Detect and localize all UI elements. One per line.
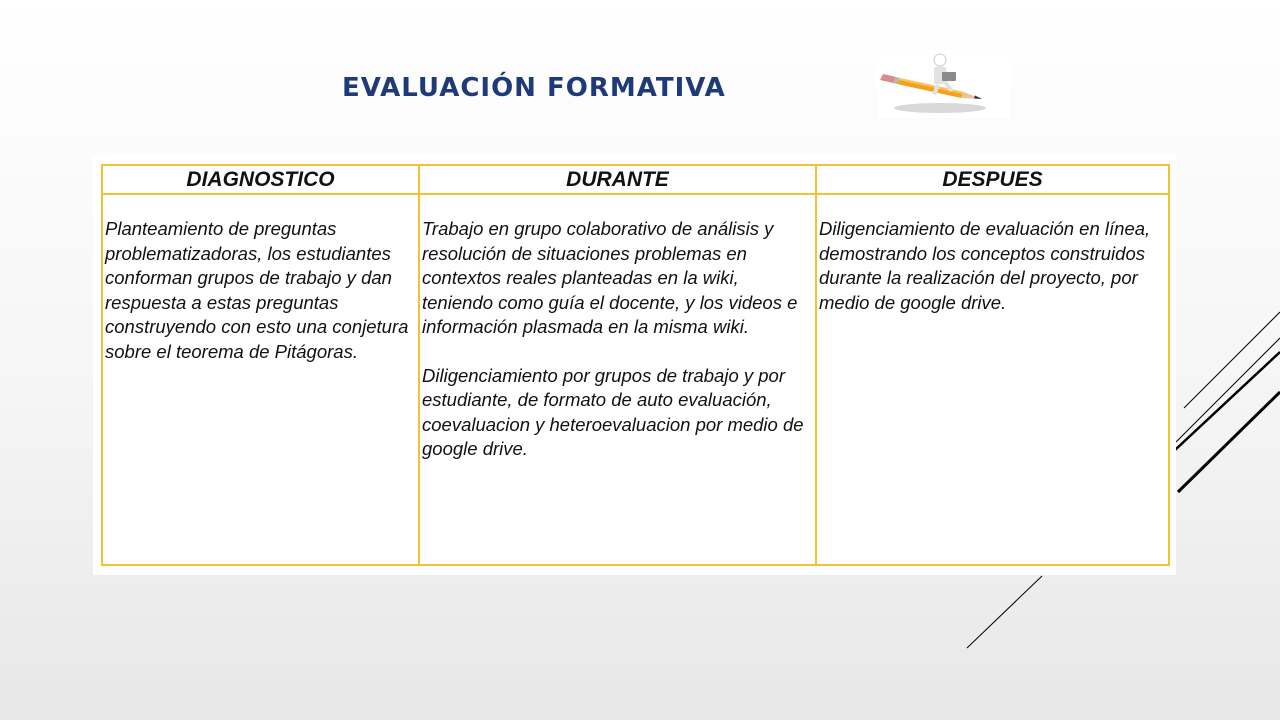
cell-text: Diligenciamiento de evaluación en línea, demostrando los conceptos construidos durante la realización del proyecto, por medio de google drive.: [819, 218, 1151, 313]
cell-text: Diligenciamiento por grupos de trabajo y por estudiante, de formato de auto evaluación, coevaluacion y heteroevaluacion por medio de google drive.: [422, 364, 804, 459]
cell-text: Trabajo en grupo colaborativo de análisis y resolución de situaciones problemas en contextos reales planteadas en la wiki, teniendo como guía el docente, y los videos e información plasmada en la misma wiki.: [422, 218, 798, 337]
cell-durante: [419, 194, 816, 565]
evaluation-table: [101, 164, 1170, 566]
cell-text: Planteamiento de preguntas problematizadoras, los estudiantes conforman grupos de trabajo y dan respuesta a estas preguntas construyendo con esto una conjetura sobre el teorema de Pitágoras.: [105, 218, 409, 362]
slide-title: EVALUACIÓN FORMATIVA: [342, 73, 726, 103]
column-header-durante: DURANTE: [419, 165, 816, 194]
logo: [878, 50, 1010, 118]
cell-diagnostico: [102, 194, 419, 565]
evaluation-table-frame: [93, 155, 1176, 575]
table-row: [102, 194, 1169, 565]
column-header-despues: DESPUES: [816, 165, 1169, 194]
person-riding-pencil-icon: [878, 50, 1010, 118]
table-header-row: [102, 165, 1169, 194]
column-header-diagnostico: DIAGNOSTICO: [102, 165, 419, 194]
cell-despues: [816, 194, 1169, 565]
